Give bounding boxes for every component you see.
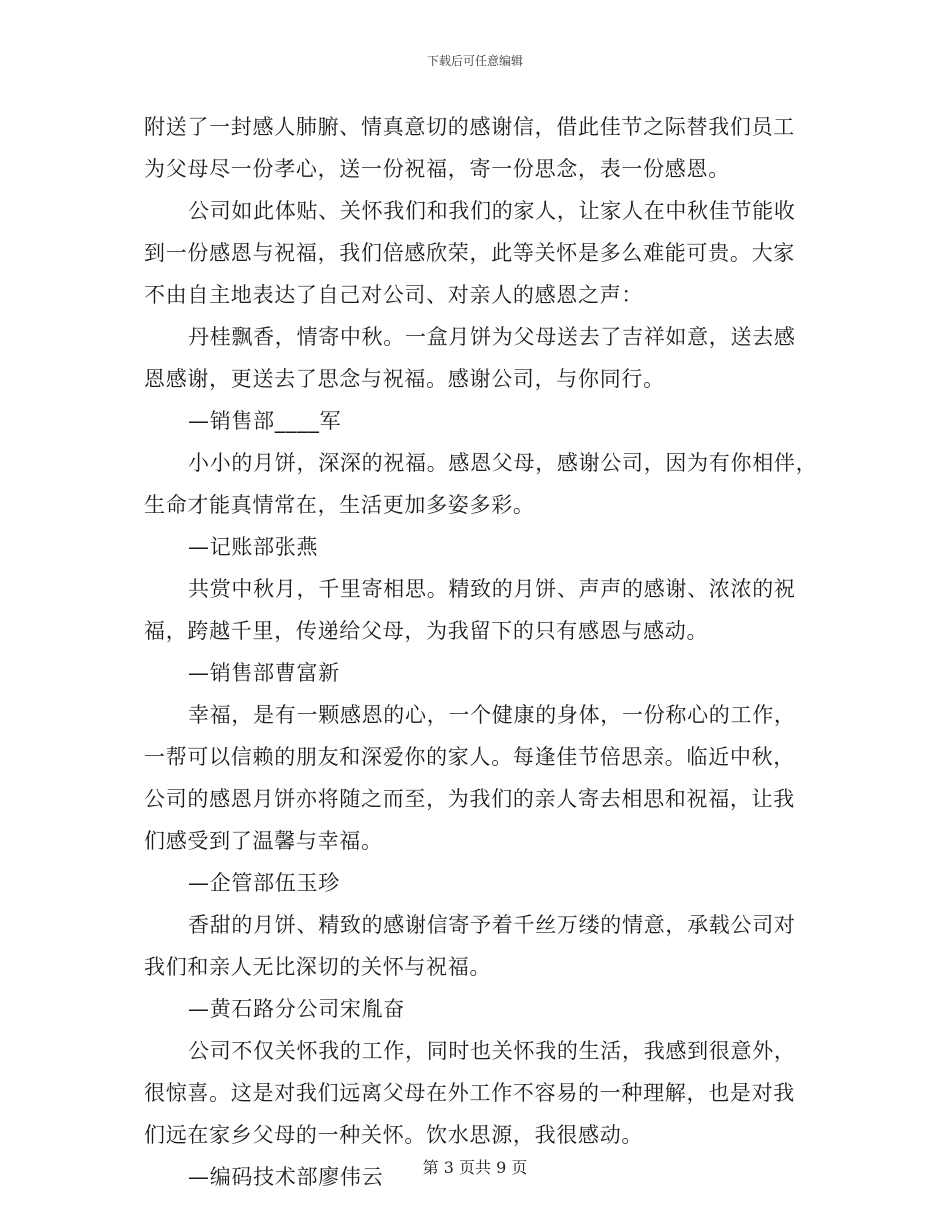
body-line: 为父母尽一份孝心，送一份祝福，寄一份思念，表一份感恩。 <box>144 157 730 181</box>
signature-line: —编码技术部廖伟云 <box>188 1165 384 1189</box>
signature-line: —企管部伍玉珍 <box>188 871 340 895</box>
paragraph-start-line: 公司不仅关怀我的工作，同时也关怀我的生活，我感到很意外， <box>188 1039 796 1063</box>
paragraph-start-line: 公司如此体贴、关怀我们和我们的家人，让家人在中秋佳节能收 <box>188 199 796 223</box>
paragraph-start-line: 共赏中秋月，千里寄相思。精致的月饼、声声的感谢、浓浓的祝 <box>188 577 796 601</box>
signature-line: —销售部____军 <box>188 409 342 433</box>
body-line: 福，跨越千里，传递给父母，为我留下的只有感恩与感动。 <box>144 619 709 643</box>
body-line: 附送了一封感人肺腑、情真意切的感谢信，借此佳节之际替我们员工 <box>144 115 795 139</box>
document-body <box>144 106 818 1198</box>
paragraph-start-line: 幸福，是有一颗感恩的心，一个健康的身体，一份称心的工作， <box>188 703 796 727</box>
signature-line: —销售部曹富新 <box>188 661 340 685</box>
paragraph-start-line: 丹桂飘香，情寄中秋。一盒月饼为父母送去了吉祥如意，送去感 <box>188 325 796 349</box>
page-footer: 第 3 页共 9 页 <box>422 1158 528 1177</box>
body-line: 们感受到了温馨与幸福。 <box>144 829 383 853</box>
signature-line: —黄石路分公司宋胤奋 <box>188 997 405 1021</box>
body-line: 我们和亲人无比深切的关怀与祝福。 <box>144 955 492 979</box>
signature-line: —记账部张燕 <box>188 535 319 559</box>
paragraph-start-line: 香甜的月饼、精致的感谢信寄予着千丝万缕的情意，承载公司对 <box>188 913 796 937</box>
body-line: 一帮可以信赖的朋友和深爱你的家人。每逢佳节倍思亲。临近中秋， <box>144 745 795 769</box>
body-line: 公司的感恩月饼亦将随之而至，为我们的亲人寄去相思和祝福，让我 <box>144 787 795 811</box>
body-line: 不由自主地表达了自己对公司、对亲人的感恩之声： <box>144 283 644 307</box>
body-line: 很惊喜。这是对我们远离父母在外工作不容易的一种理解，也是对我 <box>144 1081 795 1105</box>
body-line: 到一份感恩与祝福，我们倍感欣荣，此等关怀是多么难能可贵。大家 <box>144 241 795 265</box>
paragraph-start-line: 小小的月饼，深深的祝福。感恩父母，感谢公司，因为有你相伴， <box>188 451 818 475</box>
body-line: 生命才能真情常在，生活更加多姿多彩。 <box>144 493 535 517</box>
body-line: 恩感谢，更送去了思念与祝福。感谢公司，与你同行。 <box>144 367 665 391</box>
body-line: 们远在家乡父母的一种关怀。饮水思源，我很感动。 <box>144 1123 644 1147</box>
page-header: 下载后可任意编辑 <box>426 54 523 68</box>
